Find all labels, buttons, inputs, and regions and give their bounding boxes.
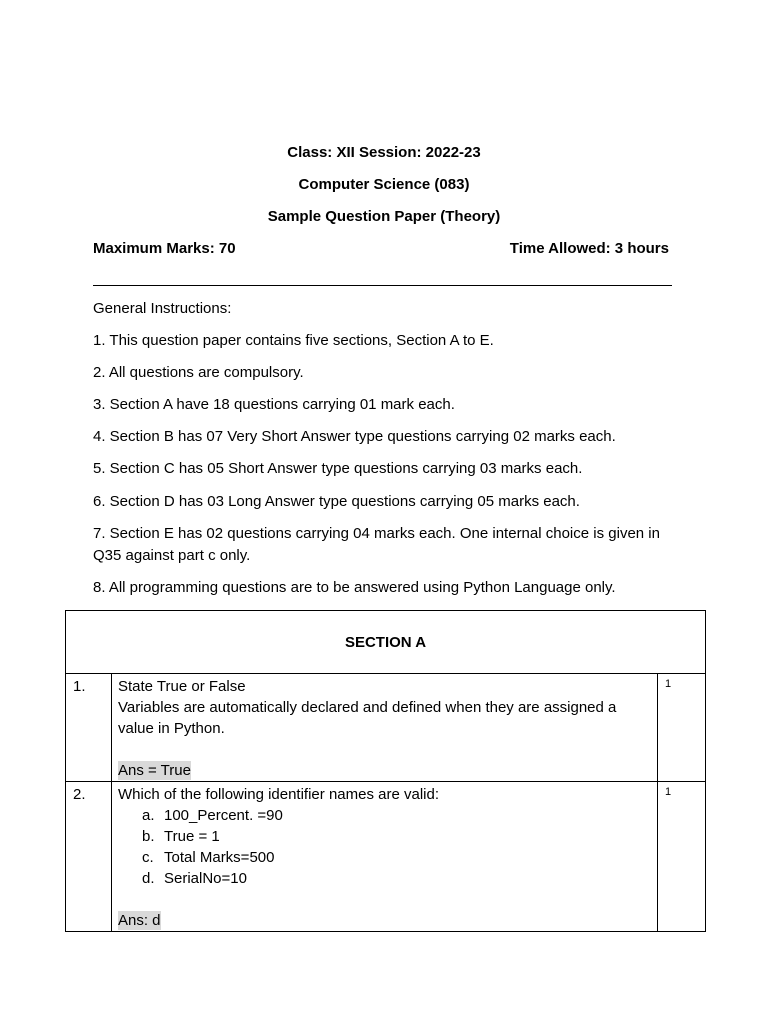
section-a-table	[65, 610, 706, 932]
question-number: 2.	[66, 782, 112, 932]
instruction-item: 3. Section A have 18 questions carrying 01 mark each.	[93, 396, 455, 413]
question-prompt: State True or False	[118, 678, 246, 695]
instruction-item: 5. Section C has 05 Short Answer type questions carrying 03 marks each.	[93, 460, 583, 477]
answer-highlight: Ans = True	[118, 762, 191, 779]
question-prompt: Which of the following identifier names are valid:	[118, 786, 439, 803]
question-number: 1.	[66, 674, 112, 782]
option-letter: c.	[142, 849, 154, 866]
question-row	[66, 782, 706, 932]
option-item	[118, 805, 651, 826]
header-divider	[93, 285, 672, 286]
option-text: Total Marks=500	[164, 849, 275, 866]
instruction-item: 1. This question paper contains five sections, Section A to E.	[93, 332, 494, 349]
instruction-item: 4. Section B has 07 Very Short Answer type questions carrying 02 marks each.	[93, 428, 616, 445]
option-item	[118, 847, 651, 868]
option-letter: a.	[142, 807, 155, 824]
instructions-heading: General Instructions:	[93, 300, 232, 317]
max-marks: Maximum Marks: 70	[93, 240, 236, 257]
option-letter: b.	[142, 828, 155, 845]
option-text: 100_Percent. =90	[164, 807, 283, 824]
instruction-item: 7. Section E has 02 questions carrying 04 marks each. One internal choice is given in Q35 against part c only.	[93, 525, 660, 564]
question-marks: 1	[658, 782, 706, 932]
option-text: True = 1	[164, 828, 220, 845]
option-item	[118, 868, 651, 889]
time-allowed: Time Allowed: 3 hours	[509, 240, 669, 257]
instruction-item: 8. All programming questions are to be answered using Python Language only.	[93, 579, 616, 596]
answer-highlight: Ans: d	[118, 912, 161, 929]
option-text: SerialNo=10	[164, 870, 247, 887]
marks-time-row	[93, 239, 669, 259]
instruction-item: 2. All questions are compulsory.	[93, 364, 304, 381]
subject-title: Computer Science (083)	[298, 176, 470, 193]
option-item	[118, 826, 651, 847]
question-marks: 1	[658, 674, 706, 782]
section-title: SECTION A	[66, 611, 706, 674]
question-body	[112, 674, 658, 782]
option-letter: d.	[142, 870, 155, 887]
question-text: Variables are automatically declared and defined when they are assigned a value in Python.	[118, 699, 617, 737]
options-list	[118, 805, 651, 889]
section-header-row	[66, 611, 706, 674]
paper-title: Sample Question Paper (Theory)	[267, 208, 501, 225]
instruction-item: 6. Section D has 03 Long Answer type questions carrying 05 marks each.	[93, 493, 580, 510]
question-row	[66, 674, 706, 782]
class-session-line: Class: XII Session: 2022-23	[287, 144, 481, 161]
question-body	[112, 782, 658, 932]
